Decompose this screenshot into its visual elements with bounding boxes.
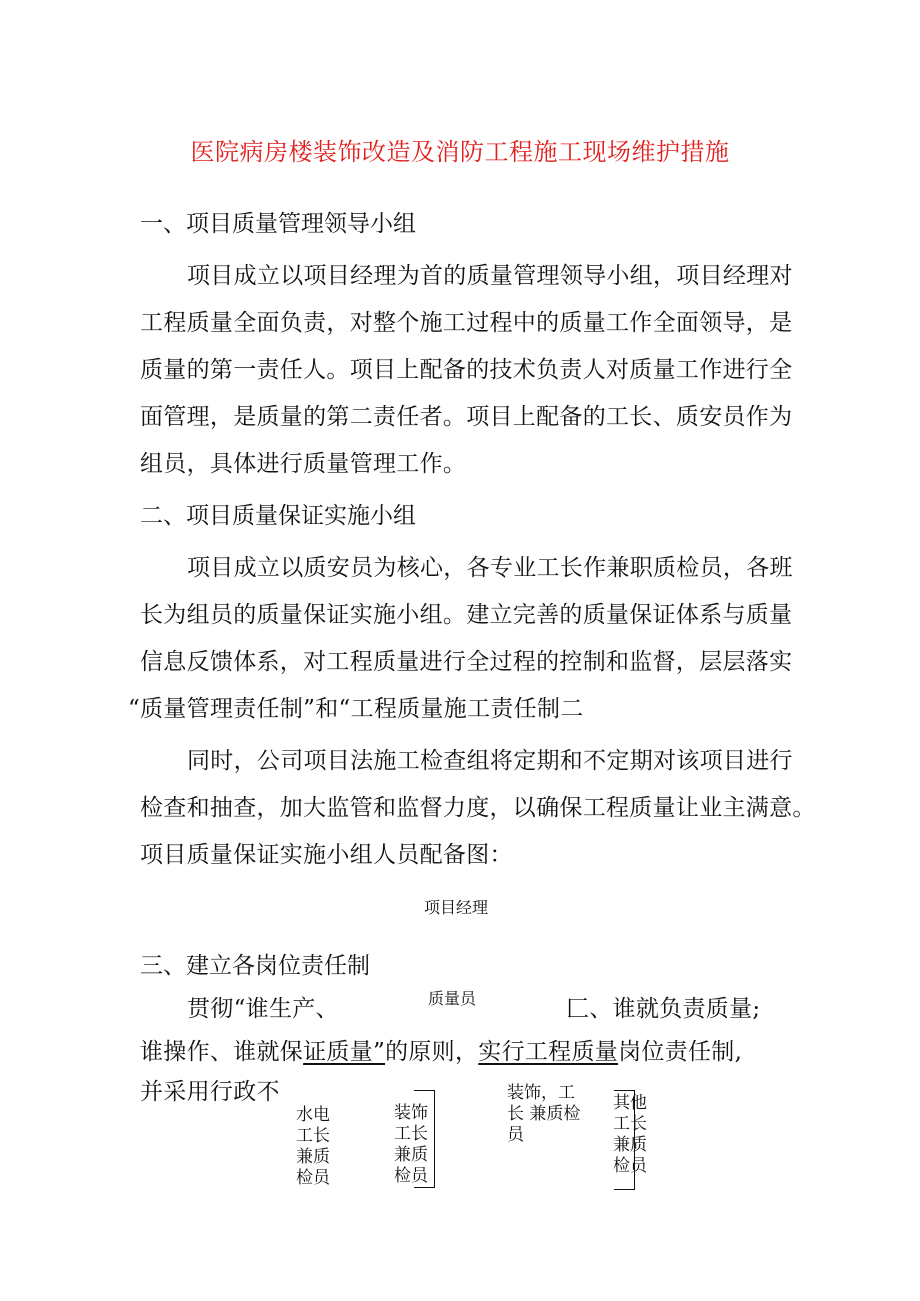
- text-run: 岗位责任制,: [618, 1039, 743, 1065]
- section-2-line: 同时，公司项目法施工检查组将定期和不定期对该项目进行: [187, 748, 793, 774]
- section-1-line: 工程质量全面负责，对整个施工过程中的质量工作全面领导，是: [140, 310, 793, 336]
- section-3-line: 匚、谁就负责质量;: [566, 996, 761, 1022]
- section-2-line: 项目质量保证实施小组人员配备图：: [140, 842, 513, 868]
- org-chart-middle-node: 质量员: [428, 989, 477, 1008]
- document-title: 医院病房楼装饰改造及消防工程施工现场维护措施: [190, 138, 730, 166]
- section-3-line-2: [140, 1033, 742, 1066]
- org-box-decoration-1: 装饰工长兼质检员: [394, 1103, 428, 1186]
- text-run: 谁操作、谁就保: [140, 1039, 304, 1065]
- section-1-line: 质量的第一责任人。项目上配备的技术负责人对质量工作进行全: [140, 357, 793, 383]
- section-3-line: 贯彻“谁生产、: [187, 996, 339, 1022]
- section-3-heading: 三、建立各岗位责任制: [140, 953, 370, 979]
- org-box-other: 其他工长兼质检员: [613, 1093, 647, 1176]
- org-chart-top-node: 项目经理: [424, 898, 489, 917]
- section-2-line: 信息反馈体系，对工程质量进行全过程的控制和监督，层层落实: [140, 649, 793, 675]
- underlined-text: 实行工程质量: [478, 1039, 619, 1065]
- section-2-line: 长为组员的质量保证实施小组。建立完善的质量保证体系与质量: [140, 602, 793, 628]
- section-3-line: 并采用行政不: [140, 1079, 280, 1105]
- section-1-line: 面管理，是质量的第二责任者。项目上配备的工长、质安员作为: [140, 404, 793, 430]
- section-2-heading: 二、项目质量保证实施小组: [140, 503, 416, 529]
- org-box-plumbing-electrical: 水电工长兼质检员: [296, 1105, 330, 1188]
- section-1-heading: 一、项目质量管理领导小组: [140, 211, 416, 237]
- section-2-line: “质量管理责任制”和“工程质量施工责任制二: [128, 696, 584, 722]
- section-2-line: 检查和抽查，加大监管和监督力度，以确保工程质量让业主满意。: [140, 795, 816, 821]
- org-box-decoration-2: 装饰，工长 兼质检员: [507, 1083, 581, 1145]
- text-run: 的原则，: [385, 1039, 479, 1065]
- section-1-line: 项目成立以项目经理为首的质量管理领导小组，项目经理对: [187, 263, 793, 289]
- section-1-line: 组员，具体进行质量管理工作。: [140, 451, 467, 477]
- section-2-line: 项目成立以质安员为核心，各专业工长作兼职质检员，各班: [187, 555, 793, 581]
- underlined-text: 证质量”: [303, 1039, 386, 1065]
